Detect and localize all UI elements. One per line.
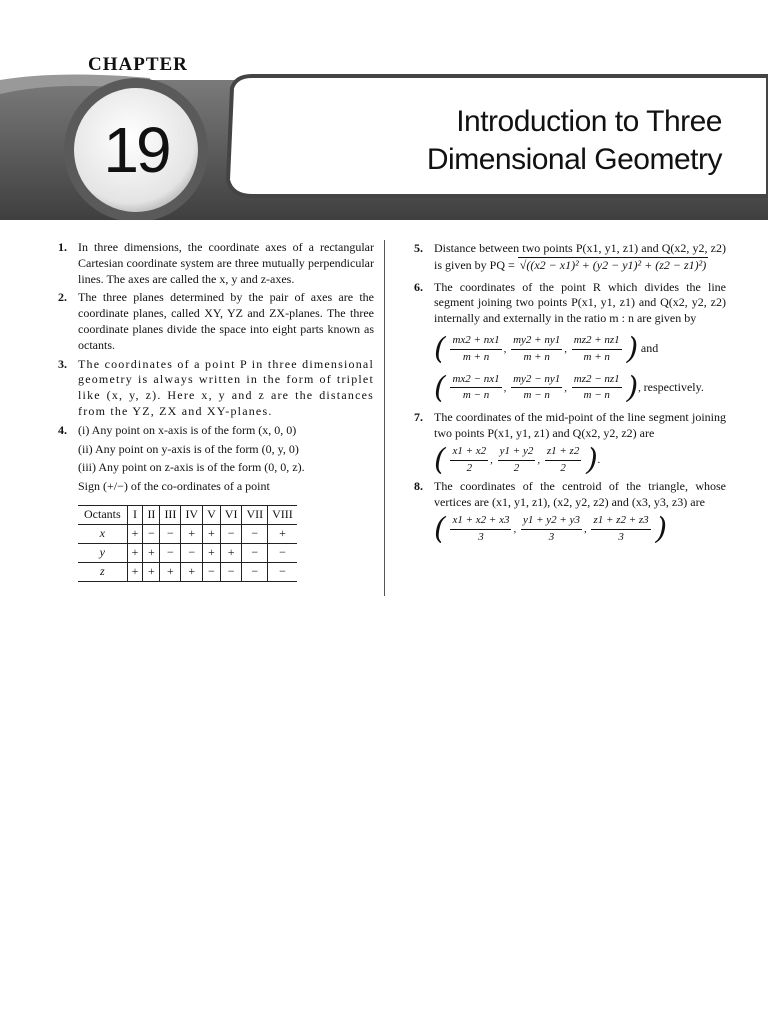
frac-denominator: m − n [462,389,490,402]
octant-sign-table [78,505,297,582]
item-number: 3. [58,356,67,371]
table-header: VII [242,505,268,524]
table-cell: + [127,524,143,543]
item-sub-2: (ii) Any point on y-axis is of the form (0, y, 0) [78,441,299,456]
table-header: I [127,505,143,524]
list-item-8 [404,479,726,545]
item-text: In three dimensions, the coordinate axes of a rectangular Cartesian coordinate system are three mutually perpendicular lines. The axes are called the x, y and z-axes. [78,240,374,286]
item-text: The coordinates of the mid-point of the line segment joining two points P(x1, y1, z1) and Q(x2, y2, z2) are [434,410,726,440]
list-item-6 [404,280,726,405]
sign-table-caption: Sign (+/−) of the co-ordinates of a point [78,479,270,494]
chapter-label: CHAPTER [88,54,188,75]
frac-denominator: 3 [618,530,624,543]
table-header-row [78,505,297,524]
table-cell: − [268,543,297,562]
frac-denominator: m − n [583,389,610,402]
table-cell: − [203,562,221,581]
frac-numerator: y1 + y2 + y3 [521,513,582,530]
table-cell: + [203,524,221,543]
table-cell: + [143,562,160,581]
frac-numerator: mz2 + nz1 [572,333,622,350]
frac-denominator: 3 [548,530,555,543]
item-text: The coordinates of the centroid of the triangle, whose vertices are (x1, y1, z1), (x2, y2, z2) and (x3, y3, z3) are [434,479,726,510]
and-text: and [640,340,659,355]
table-row [78,524,297,543]
item-number: 6. [414,279,423,294]
table-cell: + [203,543,221,562]
item-number: 7. [414,410,423,425]
table-header: VI [220,505,242,524]
table-cell: + [181,562,203,581]
left-column [48,240,374,585]
frac-numerator: mz2 − nz1 [572,372,622,389]
title-line-2: Dimensional Geometry [426,143,722,176]
table-cell: − [242,562,268,581]
right-column [404,241,726,549]
table-cell: − [220,524,242,543]
item-text: The coordinates of the point R which divides the line segment joining two points P(x1, y1, z1) and Q(x2, y2, z2) internally and externally in the ratio m : n are given by [434,279,726,326]
table-header: V [203,505,221,524]
list-item-1 [48,240,374,287]
table-cell: + [220,543,242,562]
table-cell: − [242,543,268,562]
table-header: III [160,505,181,524]
frac-numerator: x1 + x2 + x3 [450,513,511,530]
table-cell: + [268,524,297,543]
internal-division-formula: ( $\frac{mx2 + nx1}{m + n}$ , $\frac{my2 + ny1}{m + n}$ , $\frac{mz2 + nz1}{m + n}$ ) and [434,331,659,367]
frac-numerator: mx2 − nx1 [450,372,501,389]
item-number: 1. [58,240,67,254]
table-cell: y [99,545,105,560]
frac-denominator: m − n [523,389,550,402]
item-sub-1: (i) Any point on x-axis is of the form (x, 0, 0) [78,422,297,437]
title-line-1: Introduction to Three [456,105,722,138]
external-division-formula: ( $\frac{mx2 - nx1}{m - n}$ , $\frac{my2 - ny1}{m - n}$ , $\frac{mz2 - nz1}{m - n}$ ), respectively. [434,369,704,405]
table-cell: + [160,562,181,581]
table-cell: − [181,543,203,562]
table-header: II [143,505,160,524]
table-cell: − [143,524,160,543]
table-header: VIII [268,505,297,524]
table-cell: − [242,524,268,543]
item-number: 2. [58,290,67,305]
table-row [78,543,297,562]
table-cell: + [127,562,143,581]
item-text: The coordinates of a point P in three dimensional geometry is always written in the form of triplet like (x, y, z). Here x, y and z are the distances from the YZ, ZX and XY-planes. [78,356,374,418]
frac-denominator: 2 [466,461,473,474]
item-sub-3: (iii) Any point on z-axis is of the form (0, 0, z). [78,460,305,475]
frac-numerator: x1 + x2 [450,444,488,461]
table-cell: − [268,562,297,581]
item-text: Distance between two points P(x1, y1, z1) and Q(x2, y2, z2) is given by PQ = [434,241,726,272]
table-cell: x [99,526,105,541]
frac-denominator: 2 [560,461,566,474]
frac-denominator: m + n [583,350,610,363]
distance-formula: √((x2 − x1)² + (y2 − y1)² + (z2 − z1)²) [519,257,707,272]
frac-numerator: z1 + z2 [545,444,581,461]
list-item-2 [48,290,374,353]
table-cell: z [99,564,105,579]
frac-denominator: m + n [523,350,550,363]
centroid-formula: ( $\frac{x1 + x2 + x3}{3}$ , $\frac{y1 + y2 + y3}{3}$ , $\frac{z1 + z2 + z3}{3}$ ) [434,511,668,547]
table-header: IV [181,505,203,524]
respectively-text: respectively. [643,379,704,394]
table-cell: − [220,562,242,581]
table-cell: − [160,524,181,543]
list-item-3 [48,357,374,420]
item-number: 5. [414,241,423,255]
frac-numerator: mx2 + nx1 [450,333,501,350]
item-text: The three planes determined by the pair of axes are the coordinate planes, called XY, YZ and ZX-planes. The three coordinate planes divide the space into eight parts known as octants. [78,290,374,352]
chapter-title [427,103,722,179]
frac-denominator: m + n [462,350,490,363]
frac-numerator: y1 + y2 [498,444,536,461]
frac-numerator: z1 + z2 + z3 [591,513,650,530]
item-number: 4. [58,422,67,437]
frac-denominator: 3 [478,530,484,543]
frac-denominator: 2 [513,461,520,474]
item-number: 8. [414,479,423,494]
list-item-7 [404,410,726,476]
list-item-4 [48,423,374,582]
table-cell: + [127,543,143,562]
table-cell: − [160,543,181,562]
table-header: Octants [84,507,121,522]
table-cell: + [181,524,203,543]
frac-numerator: my2 + ny1 [511,333,562,350]
frac-numerator: my2 − ny1 [511,372,562,389]
table-row [78,562,297,581]
midpoint-formula: ( $\frac{x1 + x2}{2}$ , $\frac{y1 + y2}{2}$ , $\frac{z1 + z2}{2}$ ). [434,442,601,478]
table-cell: + [143,543,160,562]
list-item-5 [404,241,726,274]
column-divider [384,240,385,596]
chapter-number: 19 [103,114,169,186]
